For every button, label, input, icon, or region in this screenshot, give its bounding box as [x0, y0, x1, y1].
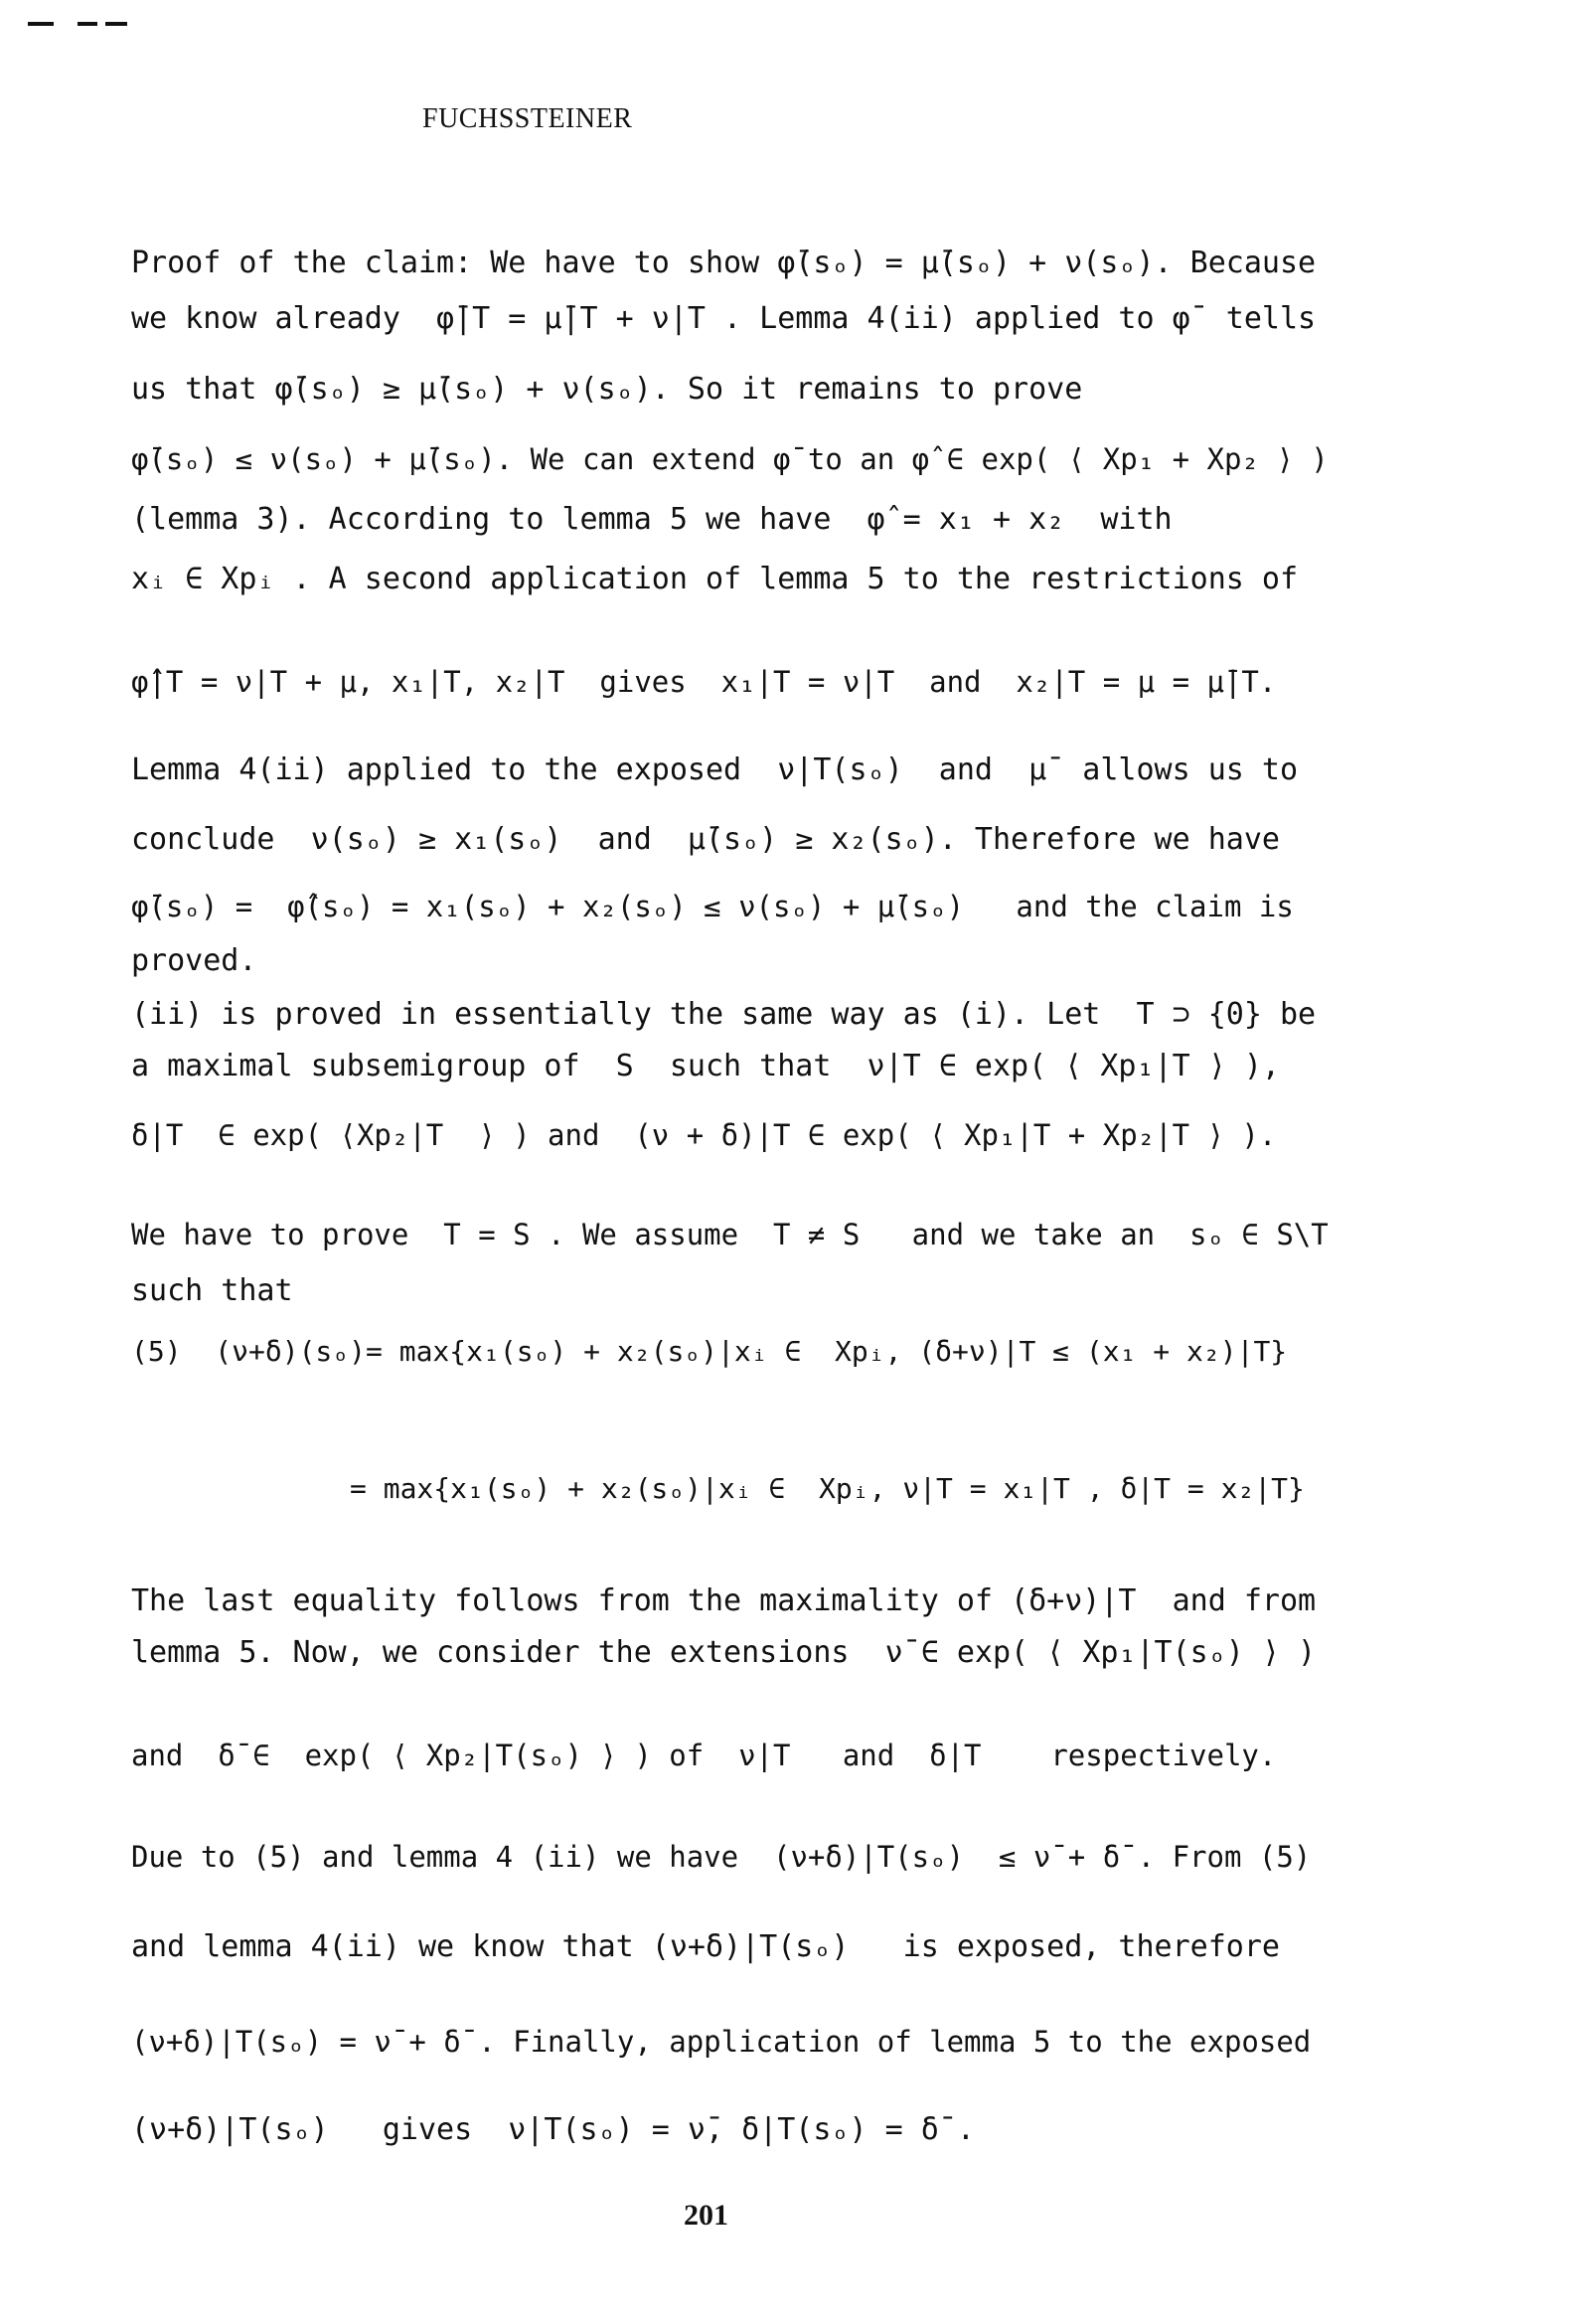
text-line: and δ̄ ∈ exp( ⟨ Xp₂|T(sₒ) ⟩ ) of ν|T and δ|T respectively. — [131, 1739, 1277, 1772]
text-line: Due to (5) and lemma 4 (ii) we have (ν+δ)|T(sₒ) ≤ ν̄ + δ̄ . From (5) — [131, 1840, 1312, 1874]
text-line: Proof of the claim: We have to show φ̄(sₒ) = μ̄(sₒ) + ν(sₒ). Because — [131, 246, 1317, 280]
text-line: a maximal subsemigroup of S such that ν|T ∈ exp( ⟨ Xp₁|T ⟩ ), — [131, 1049, 1280, 1083]
equation-5: (5) (ν+δ)(sₒ)= max{x₁(sₒ) + x₂(sₒ)|xᵢ ∈ Xpᵢ, (δ+ν)|T ≤ (x₁ + x₂)|T} — [131, 1335, 1288, 1368]
text-line: (ii) is proved in essentially the same way as (i). Let T ⊃ {0} be — [131, 997, 1317, 1032]
text-line: Lemma 4(ii) applied to the exposed ν|T(sₒ) and μ̄ allows us to — [131, 752, 1298, 787]
running-header: FUCHSSTEINER — [422, 103, 633, 134]
text-line: we know already φ̄|T = μ̄|T + ν|T . Lemma 4(ii) applied to φ̄ tells — [131, 301, 1317, 336]
text-line: xᵢ ∈ Xpᵢ . A second application of lemma 5 to the restrictions of — [131, 562, 1298, 596]
equation-5-continued: = max{x₁(sₒ) + x₂(sₒ)|xᵢ ∈ Xpᵢ, ν|T = x₁|T , δ|T = x₂|T} — [350, 1472, 1305, 1505]
scan-artifact-mark — [78, 22, 97, 26]
text-line: φ̄(sₒ) = φ̂(sₒ) = x₁(sₒ) + x₂(sₒ) ≤ ν(sₒ) + μ̄(sₒ) and the claim is — [131, 890, 1294, 923]
text-line: (lemma 3). According to lemma 5 we have φ̂ = x₁ + x₂ with — [131, 502, 1173, 537]
text-line: We have to prove T = S . We assume T ≠ S and we take an sₒ ∈ S\T — [131, 1218, 1329, 1251]
text-line: us that φ̄(sₒ) ≥ μ̄(sₒ) + ν(sₒ). So it remains to prove — [131, 372, 1083, 407]
text-line: proved. — [131, 943, 257, 978]
text-line: φ̂|T = ν|T + μ, x₁|T, x₂|T gives x₁|T = ν|T and x₂|T = μ = μ̄|T. — [131, 665, 1277, 699]
text-line: conclude ν(sₒ) ≥ x₁(sₒ) and μ̄(sₒ) ≥ x₂(sₒ). Therefore we have — [131, 822, 1280, 857]
text-line: (ν+δ)|T(sₒ) = ν̄ + δ̄ . Finally, application of lemma 5 to the exposed — [131, 2025, 1312, 2059]
text-line: φ̄(sₒ) ≤ ν(sₒ) + μ̄(sₒ). We can extend φ̄ to an φ̂ ∈ exp( ⟨ Xp₁ + Xp₂ ⟩ ) — [131, 442, 1329, 476]
text-line: such that — [131, 1273, 293, 1308]
text-line: The last equality follows from the maximality of (δ+ν)|T and from — [131, 1583, 1317, 1618]
text-line: and lemma 4(ii) we know that (ν+δ)|T(sₒ) is exposed, therefore — [131, 1929, 1280, 1964]
scan-artifact-mark — [28, 22, 54, 26]
text-line: δ|T ∈ exp( ⟨Xp₂|T ⟩ ) and (ν + δ)|T ∈ exp( ⟨ Xp₁|T + Xp₂|T ⟩ ). — [131, 1118, 1277, 1152]
scan-artifact-mark — [105, 22, 127, 26]
text-line: lemma 5. Now, we consider the extensions ν̄ ∈ exp( ⟨ Xp₁|T(sₒ) ⟩ ) — [131, 1635, 1317, 1670]
page-number: 201 — [684, 2199, 728, 2232]
text-line: (ν+δ)|T(sₒ) gives ν|T(sₒ) = ν̄, δ|T(sₒ) = δ̄ . — [131, 2112, 975, 2147]
